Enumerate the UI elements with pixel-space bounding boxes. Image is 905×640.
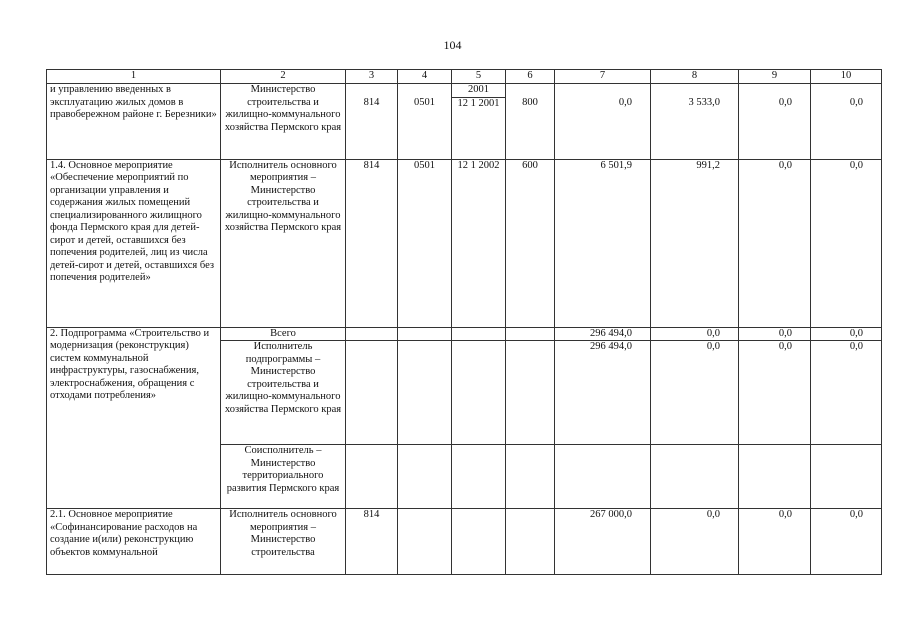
section-code: 0501 xyxy=(398,97,452,159)
measure-name: и управлению введенных в эксплуатацию жилых домов в правобережном районе г. Березники» xyxy=(47,84,221,160)
amount-cell: 991,2 xyxy=(651,159,739,327)
executor-cell: Исполнитель основного мероприятия – Министерство строительства xyxy=(221,509,346,575)
header-cell: 4 xyxy=(398,70,452,84)
header-cell: 2 xyxy=(221,70,346,84)
amount-cell: 0,0 xyxy=(811,97,882,159)
amount-cell: 0,0 xyxy=(555,97,651,159)
header-cell: 9 xyxy=(739,70,811,84)
amount-cell: 0,0 xyxy=(651,509,739,575)
table-row xyxy=(47,84,882,98)
budget-table xyxy=(46,69,882,575)
amount-cell: 296 494,0 xyxy=(555,327,651,341)
header-cell: 6 xyxy=(506,70,555,84)
amount-cell: 0,0 xyxy=(811,341,882,445)
executor-cell: Министерство строительства и жилищно-коммунального хозяйства Пермского края xyxy=(221,84,346,160)
table-row xyxy=(47,509,882,575)
amount-cell: 0,0 xyxy=(811,509,882,575)
measure-name: 2.1. Основное мероприятие «Софинансирование расходов на создание и(или) реконструкцию объектов коммунальной xyxy=(47,509,221,575)
amount-cell: 3 533,0 xyxy=(651,97,739,159)
header-cell: 3 xyxy=(346,70,398,84)
measure-name: 1.4. Основное мероприятие «Обеспечение мероприятий по организации управления и содержания жилых помещений специализированного жилищного фонда Пермского края для детей-сирот и детей, оставшихся без попечения родителей, лиц из числа детей-сирот и детей, оставшихся без попечения родителей» xyxy=(47,159,221,327)
executor-cell: Исполнитель основного мероприятия – Министерство строительства и жилищно-коммунального хозяйства Пермского края xyxy=(221,159,346,327)
executor-cell: Исполнитель подпрограммы – Министерство строительства и жилищно-коммунального хозяйства Пермского края xyxy=(221,341,346,445)
amount-cell: 0,0 xyxy=(651,327,739,341)
amount-cell: 0,0 xyxy=(739,341,811,445)
table-row xyxy=(47,327,882,341)
amount-cell: 296 494,0 xyxy=(555,341,651,445)
amount-cell: 267 000,0 xyxy=(555,509,651,575)
coexecutor-cell: Соисполнитель – Министерство территориального развития Пермского края xyxy=(221,445,346,509)
header-cell: 5 xyxy=(452,70,506,84)
table-row xyxy=(47,159,882,327)
admin-code: 814 xyxy=(346,97,398,159)
section-code: 0501 xyxy=(398,159,452,327)
admin-code: 814 xyxy=(346,159,398,327)
total-label: Всего xyxy=(221,327,346,341)
amount-cell: 6 501,9 xyxy=(555,159,651,327)
code-cell: 2001 xyxy=(452,84,506,98)
admin-code: 814 xyxy=(346,509,398,575)
header-row xyxy=(47,70,882,84)
expense-type: 800 xyxy=(506,97,555,159)
amount-cell: 0,0 xyxy=(651,341,739,445)
header-cell: 1 xyxy=(47,70,221,84)
amount-cell: 0,0 xyxy=(739,159,811,327)
target-code: 12 1 2002 xyxy=(452,159,506,327)
expense-type: 600 xyxy=(506,159,555,327)
amount-cell: 0,0 xyxy=(739,327,811,341)
amount-cell: 0,0 xyxy=(811,159,882,327)
page-number: 104 xyxy=(443,38,462,52)
header-cell: 7 xyxy=(555,70,651,84)
target-code: 12 1 2001 xyxy=(452,97,506,159)
header-cell: 8 xyxy=(651,70,739,84)
amount-cell: 0,0 xyxy=(811,327,882,341)
amount-cell: 0,0 xyxy=(739,509,811,575)
amount-cell: 0,0 xyxy=(739,97,811,159)
subprogram-name: 2. Подпрограмма «Строительство и модернизация (реконструкция) систем коммунальной инфраструктуры, газоснабжения, электроснабжения, обращения с отходами потребления» xyxy=(47,327,221,509)
header-cell: 10 xyxy=(811,70,882,84)
